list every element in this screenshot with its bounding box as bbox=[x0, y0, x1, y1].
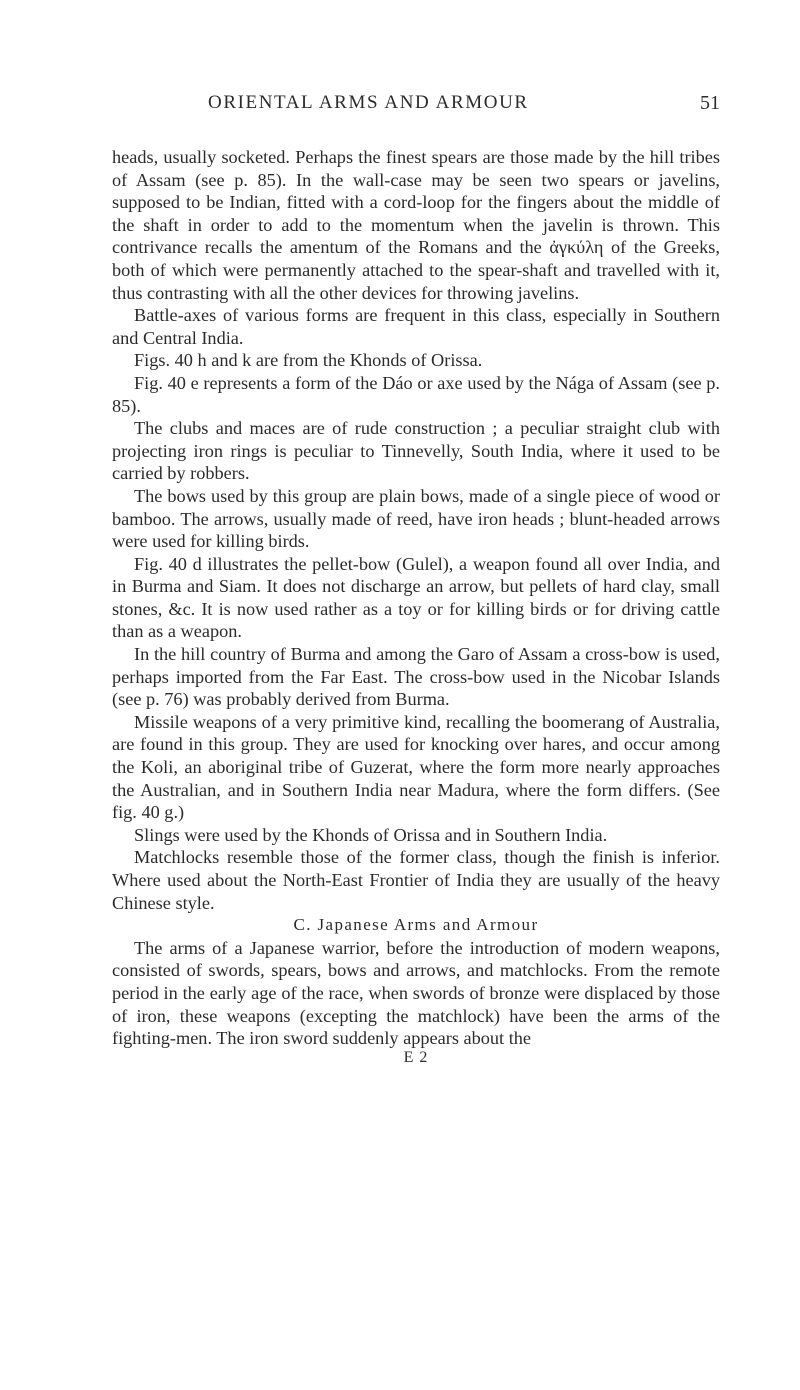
paragraph: The clubs and maces are of rude construction ; a peculiar straight club with projecting iron rings is peculiar to Tinnevelly, South India, where it used to be carried by robbers. bbox=[112, 418, 720, 484]
paragraph: Battle-axes of various forms are frequent in this class, especially in Southern and Central India. bbox=[112, 305, 720, 348]
paragraph: Fig. 40 e represents a form of the Dáo or axe used by the Nága of Assam (see p. 85). bbox=[112, 372, 720, 416]
paragraph: heads, usually socketed. Perhaps the finest spears are those made by the hill tribes of Assam (see p. 85). In the wall-case may be seen two spears or javelins, supposed to be Indian, fitted with a cord-loop for the fingers about the middle of the shaft in order to add to the momentum when the javelin is thrown. This contrivance recalls the amentum of the Romans and the ἀγκύλη of the Greeks, both of which were permanently attached to the spear-shaft and travelled with it, thus contrasting with all the other devices for throwing javelins. bbox=[112, 147, 720, 303]
paragraph: Matchlocks resemble those of the former class, though the finish is inferior. Where used about the North-East Frontier of India they are usually of the heavy Chinese style. bbox=[112, 847, 720, 913]
paragraph: Fig. 40 d illustrates the pellet-bow (Gulel), a weapon found all over India, and in Burma and Siam. It does not discharge an arrow, but pellets of hard clay, small stones, &c. It is now used rather as a toy or for killing birds or for driving cattle than as a weapon. bbox=[112, 553, 720, 642]
page-number: 51 bbox=[700, 92, 720, 114]
section-heading: C. Japanese Arms and Armour bbox=[293, 915, 539, 935]
paragraph: Missile weapons of a very primitive kind, recalling the boomerang of Australia, are found in this group. They are used for knocking over hares, and occur among the Koli, an aboriginal tribe of Guzerat, where the form more nearly approaches the Australian, and in Southern India near Madura, where the form differs. (See fig. 40 g.) bbox=[112, 711, 720, 823]
running-head: ORIENTAL ARMS AND ARMOUR bbox=[208, 92, 529, 113]
body-text bbox=[112, 146, 720, 1067]
page-header bbox=[112, 92, 720, 122]
paragraph: In the hill country of Burma and among the Garo of Assam a cross-bow is used, perhaps imported from the Far East. The cross-bow used in the Nicobar Islands (see p. 76) was probably derived from Burma. bbox=[112, 644, 720, 710]
paragraph: Slings were used by the Khonds of Orissa and in Southern India. bbox=[134, 824, 608, 845]
paragraph: The arms of a Japanese warrior, before the introduction of modern weapons, consisted of swords, spears, bows and arrows, and matchlocks. From the remote period in the early age of the race, when swords of bronze were displaced by those of iron, these weapons (excepting the matchlock) have been the arms of the fighting-men. The iron sword suddenly appears about the bbox=[112, 937, 720, 1049]
book-page bbox=[112, 0, 720, 1390]
signature-mark: E 2 bbox=[403, 1048, 429, 1066]
paragraph: Figs. 40 h and k are from the Khonds of Orissa. bbox=[134, 350, 483, 371]
paragraph: The bows used by this group are plain bows, made of a single piece of wood or bamboo. The arrows, usually made of reed, have iron heads ; blunt-headed arrows were used for killing birds. bbox=[112, 485, 720, 552]
